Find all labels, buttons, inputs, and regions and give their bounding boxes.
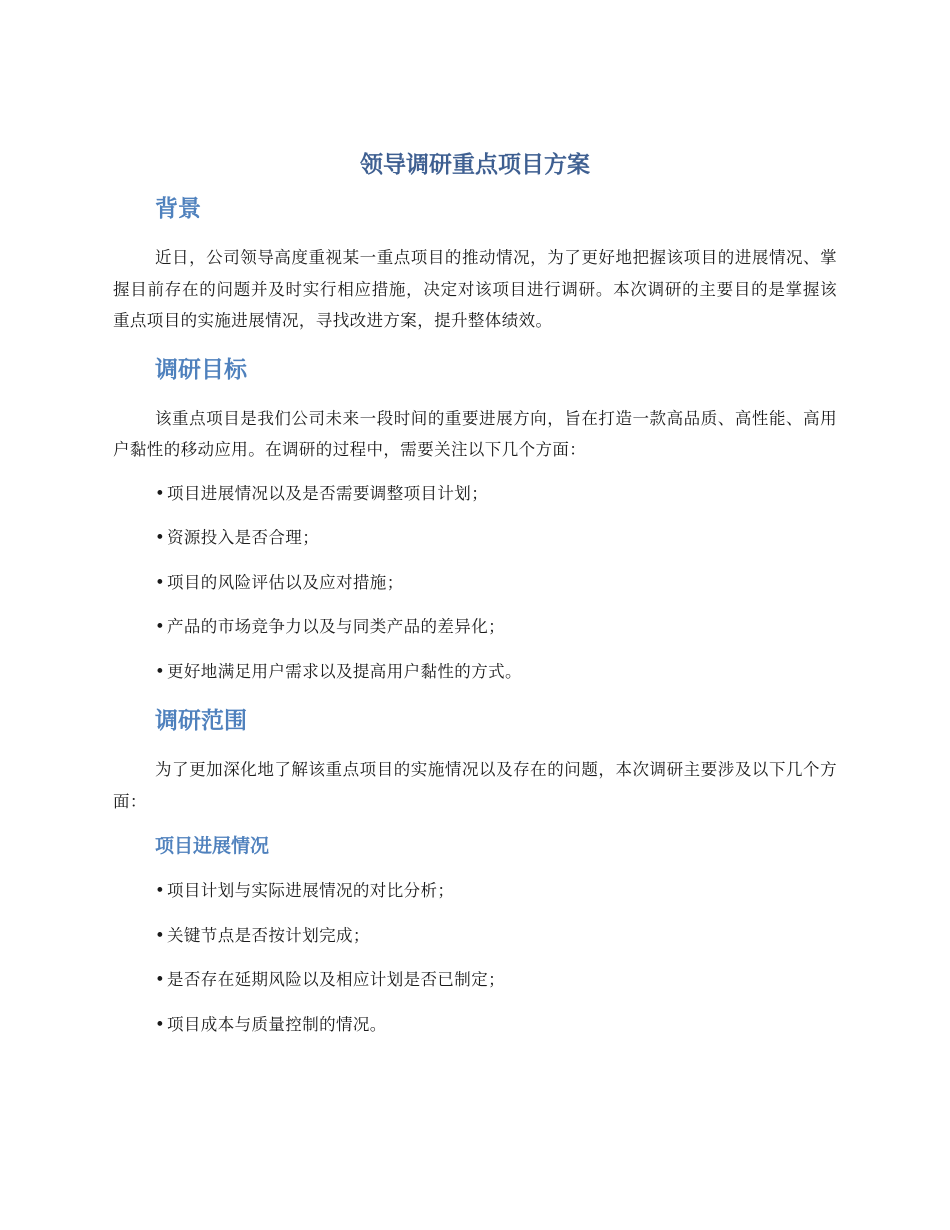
heading-progress: 项目进展情况 xyxy=(155,835,270,857)
bullet-icon: • xyxy=(155,617,166,636)
paragraph-background: 近日，公司领导高度重视某一重点项目的推动情况，为了更好地把握该项目的进展情况、掌握目前存在的问题并及时实行相应措施，决定对该项目进行调研。本次调研的主要目的是掌握该重点项目的实施进展情况，寻找改进方案，提升整体绩效。 xyxy=(113,248,837,330)
heading-background: 背景 xyxy=(155,196,201,222)
bullet-icon: • xyxy=(155,528,166,547)
list-item-text: 资源投入是否合理； xyxy=(167,528,320,547)
document-page xyxy=(113,146,837,1053)
list-item xyxy=(155,656,837,687)
list-item-text: 产品的市场竞争力以及与同类产品的差异化； xyxy=(167,617,505,636)
heading-scope: 调研范围 xyxy=(155,708,247,734)
list-item xyxy=(155,478,837,509)
list-item-text: 关键节点是否按计划完成； xyxy=(167,925,370,945)
bullet-icon: • xyxy=(155,661,166,681)
list-item xyxy=(155,567,837,598)
paragraph-goals: 该重点项目是我们公司未来一段时间的重要进展方向，旨在打造一款高品质、高性能、高用户黏性的移动应用。在调研的过程中，需要关注以下几个方面： xyxy=(113,408,837,459)
paragraph-scope: 为了更加深化地了解该重点项目的实施情况以及存在的问题，本次调研主要涉及以下几个方面： xyxy=(113,760,837,811)
bullet-icon: • xyxy=(155,925,166,945)
list-item-text: 项目的风险评估以及应对措施； xyxy=(167,572,404,592)
list-item xyxy=(155,522,837,553)
list-item-text: 是否存在延期风险以及相应计划是否已制定； xyxy=(167,970,505,989)
goals-list xyxy=(113,478,837,687)
list-item-text: 更好地满足用户需求以及提高用户黏性的方式。 xyxy=(167,661,522,681)
list-item-text: 项目进展情况以及是否需要调整项目计划； xyxy=(167,483,489,503)
bullet-icon: • xyxy=(155,970,166,989)
document-title: 领导调研重点项目方案 xyxy=(360,152,590,178)
heading-goals: 调研目标 xyxy=(155,356,247,383)
list-item xyxy=(155,964,837,995)
bullet-icon: • xyxy=(155,1014,166,1034)
bullet-icon: • xyxy=(155,572,166,592)
bullet-icon: • xyxy=(155,483,166,503)
bullet-icon: • xyxy=(155,881,166,900)
list-item xyxy=(155,1009,837,1040)
list-item xyxy=(155,920,837,951)
list-item xyxy=(155,611,837,642)
progress-list xyxy=(113,875,837,1040)
list-item-text: 项目计划与实际进展情况的对比分析； xyxy=(167,881,455,900)
list-item xyxy=(155,875,837,906)
list-item-text: 项目成本与质量控制的情况。 xyxy=(167,1014,387,1034)
